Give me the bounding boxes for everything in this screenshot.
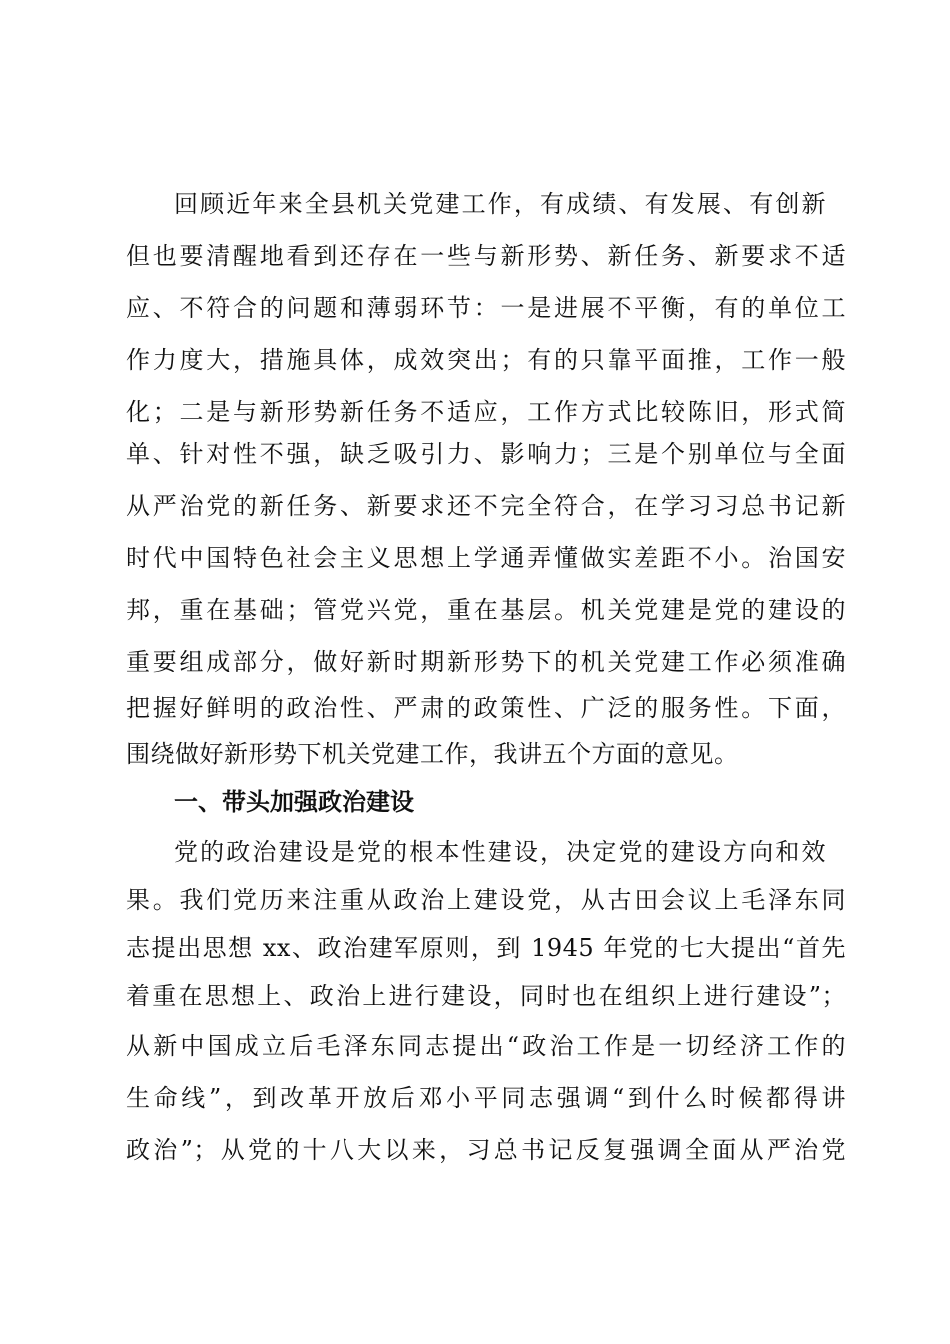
paragraph-line: 政治”；从党的十八大以来，习总书记反复强调全面从严治党 [126,1136,846,1164]
paragraph-line: 单、针对性不强，缺乏吸引力、影响力；三是个别单位与全面 [126,440,846,468]
paragraph-line: 时代中国特色社会主义思想上学通弄懂做实差距不小。治国安 [126,544,846,572]
section-heading: 一、带头加强政治建设 [174,788,414,816]
paragraph-line: 重要组成部分，做好新时期新形势下的机关党建工作必须准确 [126,648,846,676]
paragraph-line: 从严治党的新任务、新要求还不完全符合，在学习习总书记新 [126,492,846,520]
paragraph-line: 化；二是与新形势新任务不适应，工作方式比较陈旧，形式简 [126,398,846,426]
paragraph-line: 生命线”，到改革开放后邓小平同志强调“到什么时候都得讲 [126,1084,846,1112]
paragraph-line: 志提出思想 xx、政治建军原则，到 1945 年党的七大提出“首先 [126,934,846,962]
paragraph-line: 果。我们党历来注重从政治上建设党，从古田会议上毛泽东同 [126,886,846,914]
paragraph-line: 应、不符合的问题和薄弱环节：一是进展不平衡，有的单位工 [126,294,846,322]
paragraph-line: 邦，重在基础；管党兴党，重在基层。机关党建是党的建设的 [126,596,846,624]
paragraph-line: 党的政治建设是党的根本性建设，决定党的建设方向和效 [174,838,826,866]
paragraph-line: 着重在思想上、政治上进行建设，同时也在组织上进行建设”； [126,982,846,1010]
paragraph-line: 但也要清醒地看到还存在一些与新形势、新任务、新要求不适 [126,242,846,270]
paragraph-line: 围绕做好新形势下机关党建工作，我讲五个方面的意见。 [126,740,739,768]
paragraph-line: 作力度大，措施具体，成效突出；有的只靠平面推，工作一般 [126,346,846,374]
paragraph-line: 从新中国成立后毛泽东同志提出“政治工作是一切经济工作的 [126,1032,846,1060]
paragraph-line: 把握好鲜明的政治性、严肃的政策性、广泛的服务性。下面， [126,694,846,722]
paragraph-line: 回顾近年来全县机关党建工作，有成绩、有发展、有创新 [174,190,826,218]
